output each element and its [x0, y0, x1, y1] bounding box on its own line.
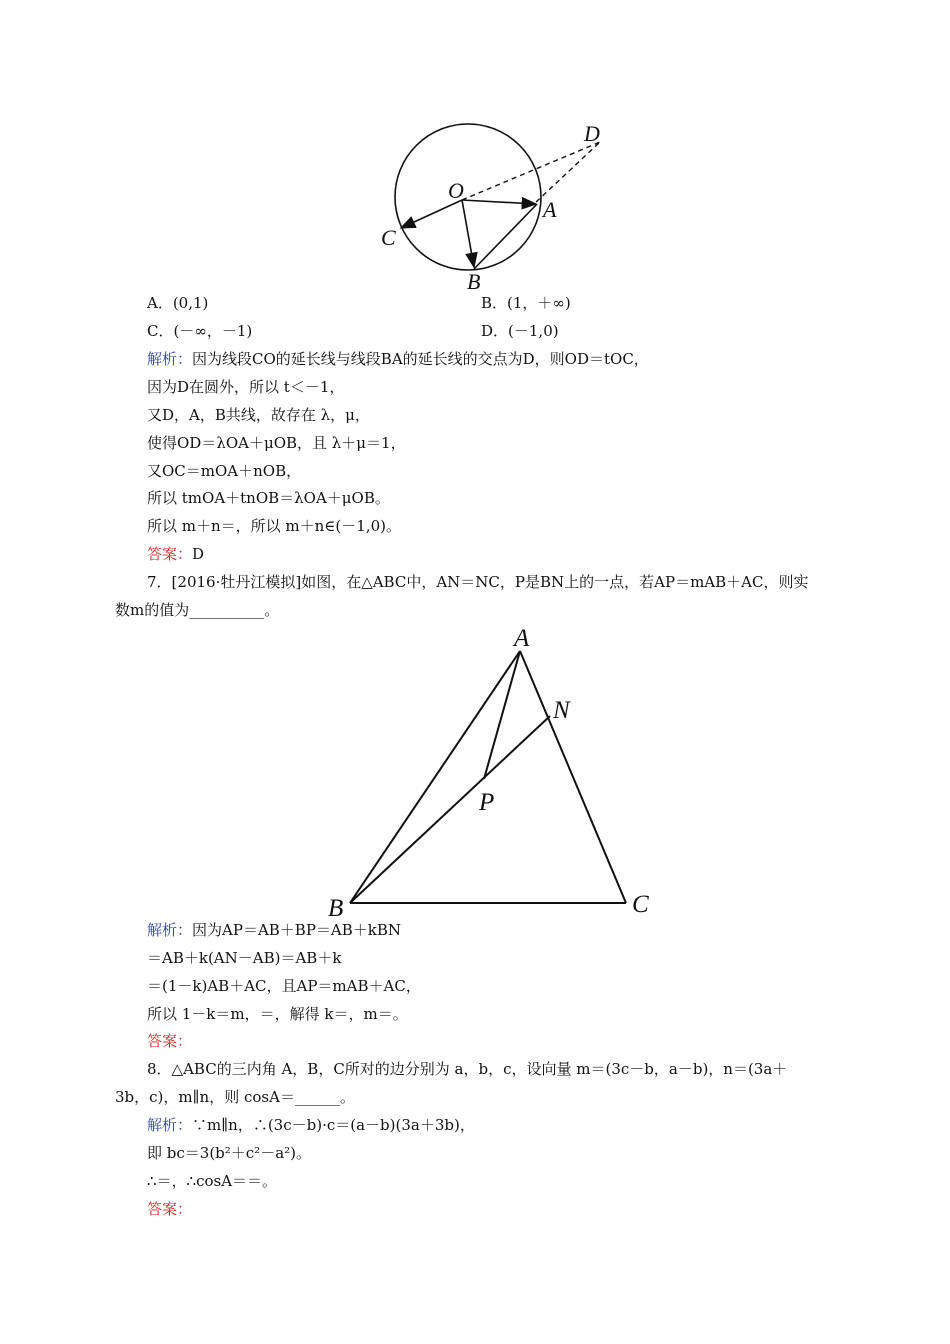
q7-analysis-line-3: ＝(1－k)AB＋AC，且AP＝mAB＋AC，: [147, 977, 421, 995]
label-d: D: [584, 121, 600, 146]
q6-analysis-line-6: 所以 tmOA＋tnOB＝λOA＋μOB。: [147, 489, 390, 507]
q7-analysis-line-1: [147, 920, 401, 940]
vector-ob: [462, 200, 474, 267]
q8-stem-line-1: 8．△ABC的三内角 A，B，C所对的边分别为 a，b，c，设向量 m＝(3c－b，a－b)，n＝(3a＋: [147, 1060, 788, 1078]
side-ab: [350, 651, 520, 903]
label-a2: A: [514, 625, 530, 652]
label-a: A: [543, 197, 557, 222]
vector-oa: [462, 200, 536, 204]
analysis-label: 解析：: [147, 921, 193, 939]
option-a: A．(0,1): [147, 294, 209, 312]
segment-ad-dashed: [536, 142, 600, 202]
q6-analysis-line-1: [147, 349, 649, 369]
analysis-text: 因为AP＝AB＋BP＝AB＋kBN: [192, 921, 402, 939]
segment-bn: [350, 716, 550, 903]
q8-analysis-line-2: 即 bc＝3(b²＋c²－a²)。: [147, 1144, 312, 1162]
answer-value: D: [192, 545, 205, 563]
side-ac: [520, 651, 626, 903]
q7-analysis-line-4: 所以 1－k＝m，＝，解得 k＝，m＝。: [147, 1005, 408, 1023]
label-b2: B: [328, 895, 344, 922]
q6-analysis-line-3: 又D，A，B共线，故存在 λ，μ，: [147, 406, 370, 424]
label-p: P: [479, 789, 495, 816]
q7-stem-line-1: 7．[2016·牡丹江模拟]如图，在△ABC中，AN＝NC，P是BN上的一点，若AP＝mAB＋AC，则实: [147, 573, 809, 591]
analysis-text: 因为线段CO的延长线与线段BA的延长线的交点为D，则OD＝tOC，: [192, 350, 649, 368]
circle: [395, 124, 541, 270]
answer-label: 答案：: [147, 545, 193, 563]
vector-oc: [401, 200, 462, 228]
label-c2: C: [632, 891, 649, 918]
label-n: N: [553, 697, 570, 724]
q8-analysis-line-1: [147, 1115, 475, 1135]
q6-analysis-line-4: 使得OD＝λOA＋μOB，且 λ＋μ＝1，: [147, 434, 406, 452]
option-d: D．(－1,0): [481, 322, 559, 340]
q6-analysis-line-5: 又OC＝mOA＋nOB，: [147, 462, 302, 480]
label-b: B: [467, 269, 481, 294]
q7-answer-label: 答案：: [147, 1032, 193, 1050]
q6-analysis-line-7: 所以 m＋n＝，所以 m＋n∈(－1,0)。: [147, 517, 401, 535]
q8-analysis-line-3: ∴＝，∴cosA＝＝。: [147, 1172, 278, 1190]
q8-stem-line-2: 3b，c)，m∥n，则 cosA＝______。: [115, 1088, 355, 1106]
q6-analysis-line-2: 因为D在圆外，所以 t＜－1，: [147, 378, 345, 396]
q7-stem-line-2: 数m的值为__________。: [115, 601, 280, 619]
q8-answer-label: 答案：: [147, 1200, 193, 1218]
triangle-figure: [0, 615, 950, 935]
segment-od-dashed: [462, 142, 600, 200]
analysis-text: ∵m∥n，∴(3c－b)·c＝(a－b)(3a＋3b)，: [192, 1116, 475, 1134]
q7-analysis-line-2: ＝AB＋k(AN－AB)＝AB＋k: [147, 949, 342, 967]
analysis-label: 解析：: [147, 1116, 193, 1134]
option-b: B．(1，＋∞): [481, 294, 571, 312]
q6-answer: [147, 544, 204, 564]
label-o: O: [448, 178, 464, 203]
option-c: C．(－∞，－1): [147, 322, 253, 340]
analysis-label: 解析：: [147, 350, 193, 368]
label-c: C: [381, 225, 396, 250]
circle-figure: [0, 0, 950, 300]
